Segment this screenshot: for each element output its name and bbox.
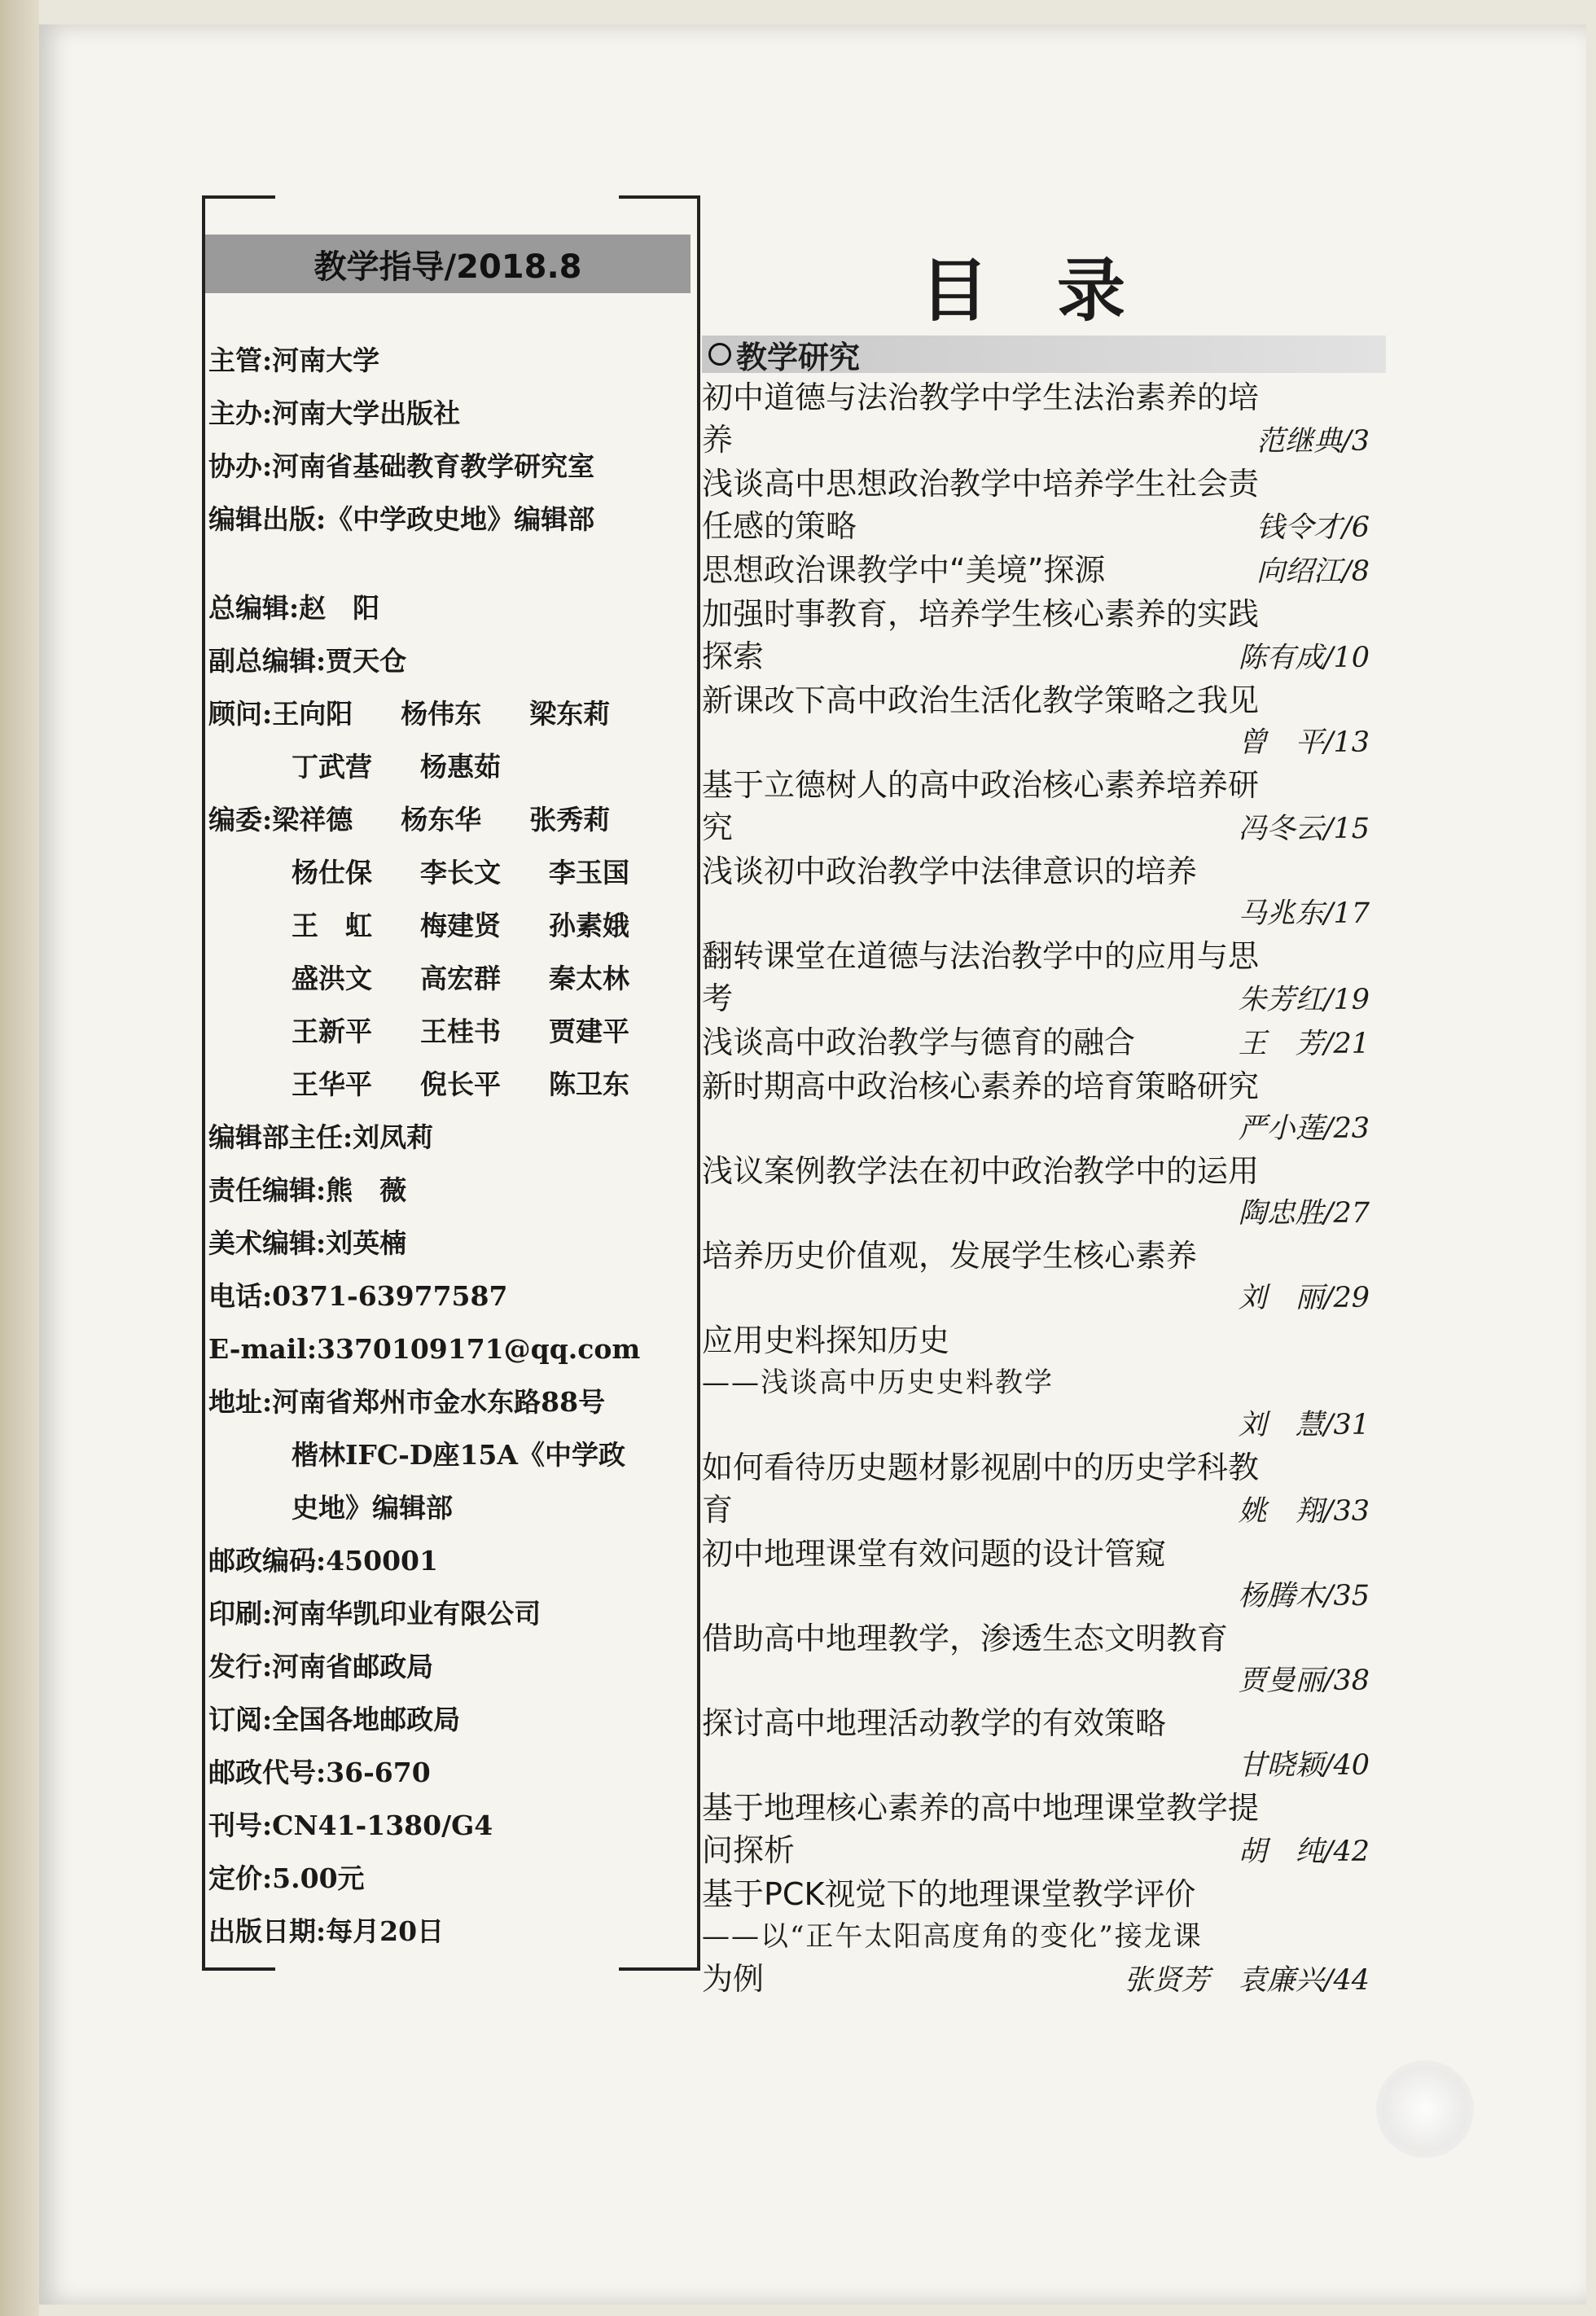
masthead-row: 发行:河南省邮政局 [208,1651,434,1682]
article-meta [702,1277,1370,1319]
article-meta [702,1575,1370,1617]
circle-icon [708,343,731,366]
person-name: 杨伟东 [401,698,482,730]
section-header [702,336,1386,373]
masthead-row: 编辑部主任:刘凤莉 [208,1121,434,1153]
author-page: 胡 纯/42 [1238,1836,1370,1868]
person-name: 王华平 [292,1068,372,1100]
article-title-cont: 考 [702,980,734,1016]
author-page: 朱芳红/19 [1238,984,1370,1016]
author-page: 严小莲/23 [1238,1112,1370,1145]
person-name: 陈卫东 [549,1068,629,1100]
person-name: 王桂书 [420,1015,501,1047]
author-page: 刘 慧/31 [1238,1409,1370,1441]
article-title-cont: 任感的策略 [702,508,857,544]
article-title: 加强时事教育，培养学生核心素养的实践 [702,596,1260,632]
masthead-row: 主办:河南大学出版社 [208,397,461,429]
article-title-cont: 养 [702,422,734,458]
masthead-names-row [208,846,697,899]
article-meta [702,505,1370,549]
author-page: 张贤芳 袁廉兴/44 [1124,1964,1370,1997]
toc-entry[interactable] [702,1617,1370,1702]
article-title-cont: 问探析 [702,1832,796,1868]
masthead-row: 地址:河南省郑州市金水东路88号 [208,1386,606,1418]
article-title: 探讨高中地理活动教学的有效策略 [702,1705,1167,1741]
article-title: 培养历史价值观，发展学生核心素养 [702,1238,1198,1274]
person-name: 杨惠茹 [420,751,501,783]
person-name: 王向阳 [272,698,353,730]
masthead-row: 副总编辑:贾天仓 [208,645,407,677]
article-title: 基于PCK视觉下的地理课堂教学评价 [702,1876,1196,1912]
person-name: 梅建贤 [420,910,501,941]
masthead-row: 定价:5.00元 [208,1862,365,1894]
masthead-row: 协办:河南省基础教育教学研究室 [208,450,595,482]
article-title: 新时期高中政治核心素养的培育策略研究 [702,1068,1260,1104]
toc-entry[interactable] [702,463,1370,549]
masthead-row: 总编辑:赵 阳 [208,592,380,624]
article-meta [702,806,1370,850]
scan-edge [0,0,39,2316]
frame-corner [619,195,697,199]
article-title: 新课改下高中政治生活化教学策略之我见 [702,682,1260,718]
person-name: 倪长平 [420,1068,501,1100]
article-meta [702,1404,1370,1446]
author-page: 贾曼丽/38 [1238,1665,1370,1697]
author-page: 冯冬云/15 [1238,813,1370,845]
masthead-row: 出版日期:每月20日 [208,1915,445,1947]
masthead-row: 邮政代号:36-670 [208,1757,431,1788]
article-meta [702,1192,1370,1235]
masthead-names-row [208,1058,697,1111]
masthead-header: 教学指导/2018.8 [205,235,691,293]
author-page: 杨腾木/35 [1238,1580,1370,1612]
author-page: 甘晓颖/40 [1238,1749,1370,1782]
toc-entry[interactable] [702,1235,1370,1319]
article-meta [702,977,1370,1021]
article-title-cont: 浅谈高中政治教学与德育的融合 [702,1024,1136,1060]
toc-entry[interactable] [702,1873,1370,2002]
article-title-cont: 为例 [702,1961,765,1997]
masthead-row: 邮政编码:450001 [208,1545,438,1577]
name-group [272,793,658,846]
masthead-names-row [208,687,697,740]
name-group [292,952,677,1005]
name-group [292,899,677,952]
toc-entry[interactable] [702,1787,1370,1873]
person-name: 杨东华 [401,804,482,836]
masthead-names-row [208,899,697,952]
masthead-row: 主管:河南大学 [208,344,380,376]
name-group [292,1005,677,1058]
article-meta [702,722,1370,764]
article-title-cont: 探索 [702,638,765,674]
person-name: 李玉国 [549,857,629,888]
article-title: 初中地理课堂有效问题的设计管窥 [702,1536,1167,1572]
article-title: 基于立德树人的高中政治核心素养培养研 [702,767,1260,803]
article-meta [702,1108,1370,1150]
article-title: 借助高中地理教学，渗透生态文明教育 [702,1621,1229,1656]
toc-entry[interactable] [702,679,1370,764]
article-title: 基于地理核心素养的高中地理课堂教学提 [702,1790,1260,1826]
section-label: 教学研究 [736,339,861,375]
masthead-row: 印刷:河南华凯印业有限公司 [208,1598,542,1630]
article-meta [702,419,1370,463]
masthead-info-list [208,334,697,1958]
article-subtitle: ——以“正午太阳高度角的变化”接龙课 [702,1920,1203,1953]
toc-entry[interactable] [702,1533,1370,1617]
masthead-names-row [208,1005,697,1058]
person-name: 梁东莉 [529,698,611,730]
person-name: 高宏群 [420,963,501,994]
masthead-label: 编委: [208,804,273,836]
author-page: 钱令才/6 [1256,511,1370,544]
article-title: 浅谈初中政治教学中法律意识的培养 [702,853,1198,889]
name-group [272,687,658,740]
frame-corner [619,1967,697,1971]
toc-entry[interactable] [702,549,1370,593]
toc-list [702,376,1370,2002]
article-title-cont: 思想政治课教学中“美境”探源 [702,552,1106,588]
article-meta [702,549,1370,593]
article-meta [702,1021,1370,1065]
author-page: 向绍江/8 [1256,555,1370,588]
masthead-label: 顾问: [208,698,273,730]
masthead-row: 史地》编辑部 [292,1492,453,1524]
article-title: 初中道德与法治教学中学生法治素养的培 [702,379,1260,415]
toc-entry[interactable] [702,1702,1370,1787]
person-name: 杨仕保 [292,857,372,888]
name-group [292,740,549,793]
toc-entry[interactable] [702,1065,1370,1150]
author-page: 陶忠胜/27 [1238,1197,1370,1230]
toc-entry[interactable] [702,1021,1370,1065]
person-name: 王新平 [292,1015,372,1047]
masthead-row: 楷林IFC-D座15A《中学政 [292,1439,625,1471]
masthead-row: 订阅:全国各地邮政局 [208,1704,461,1735]
person-name: 梁祥德 [272,804,353,836]
masthead-row: 编辑出版:《中学政史地》编辑部 [208,503,595,535]
article-title: 如何看待历史题材影视剧中的历史学科教 [702,1450,1260,1485]
article-meta [702,1660,1370,1702]
masthead-names-row [208,740,697,793]
masthead-names-row [208,952,697,1005]
author-page: 刘 丽/29 [1238,1282,1370,1314]
toc-entry[interactable] [702,850,1370,935]
name-group [292,1058,677,1111]
toc-entry[interactable] [702,764,1370,850]
toc-entry[interactable] [702,1446,1370,1533]
person-name: 孙素娥 [549,910,629,941]
person-name: 张秀莉 [529,804,611,836]
toc-title: 目录 [920,251,1195,331]
author-page: 姚 翔/33 [1238,1495,1370,1528]
article-title-cont: 育 [702,1492,734,1528]
article-subtitle: ——浅谈高中历史史料教学 [702,1366,1054,1399]
author-page: 陈有成/10 [1238,642,1370,674]
masthead-row: 刊号:CN41-1380/G4 [208,1809,493,1841]
library-stamp [1376,2060,1474,2158]
frame-corner [202,1967,275,1971]
masthead-row: 责任编辑:熊 薇 [208,1174,407,1206]
author-page: 王 芳/21 [1238,1028,1370,1060]
masthead-row: 电话:0371-63977587 [208,1280,508,1312]
person-name: 王 虹 [292,910,372,941]
toc-entry[interactable] [702,593,1370,679]
frame-corner [202,195,275,199]
masthead-names-row [208,793,697,846]
article-meta [702,1829,1370,1873]
article-meta [702,1958,1370,2002]
article-title: 应用史料探知历史 [702,1322,950,1358]
article-title-cont: 究 [702,809,734,845]
name-group [292,846,677,899]
author-page: 曾 平/13 [1238,726,1370,759]
article-title: 浅谈高中思想政治教学中培养学生社会责 [702,466,1260,502]
article-meta [702,1744,1370,1787]
person-name: 贾建平 [549,1015,629,1047]
masthead-row: E-mail:3370109171@qq.com [208,1333,641,1365]
toc-entry[interactable] [702,1319,1370,1446]
article-meta [702,635,1370,679]
toc-entry[interactable] [702,935,1370,1021]
person-name: 盛洪文 [292,963,372,994]
person-name: 丁武营 [292,751,372,783]
toc-entry[interactable] [702,376,1370,463]
masthead-row: 美术编辑:刘英楠 [208,1227,407,1259]
person-name: 李长文 [420,857,501,888]
article-meta [702,1489,1370,1533]
author-page: 范继典/3 [1256,425,1370,458]
article-title: 翻转课堂在道德与法治教学中的应用与思 [702,938,1260,974]
article-title: 浅议案例教学法在初中政治教学中的运用 [702,1153,1260,1189]
author-page: 马兆东/17 [1238,897,1370,930]
person-name: 秦太林 [549,963,629,994]
toc-entry[interactable] [702,1150,1370,1235]
article-meta [702,893,1370,935]
